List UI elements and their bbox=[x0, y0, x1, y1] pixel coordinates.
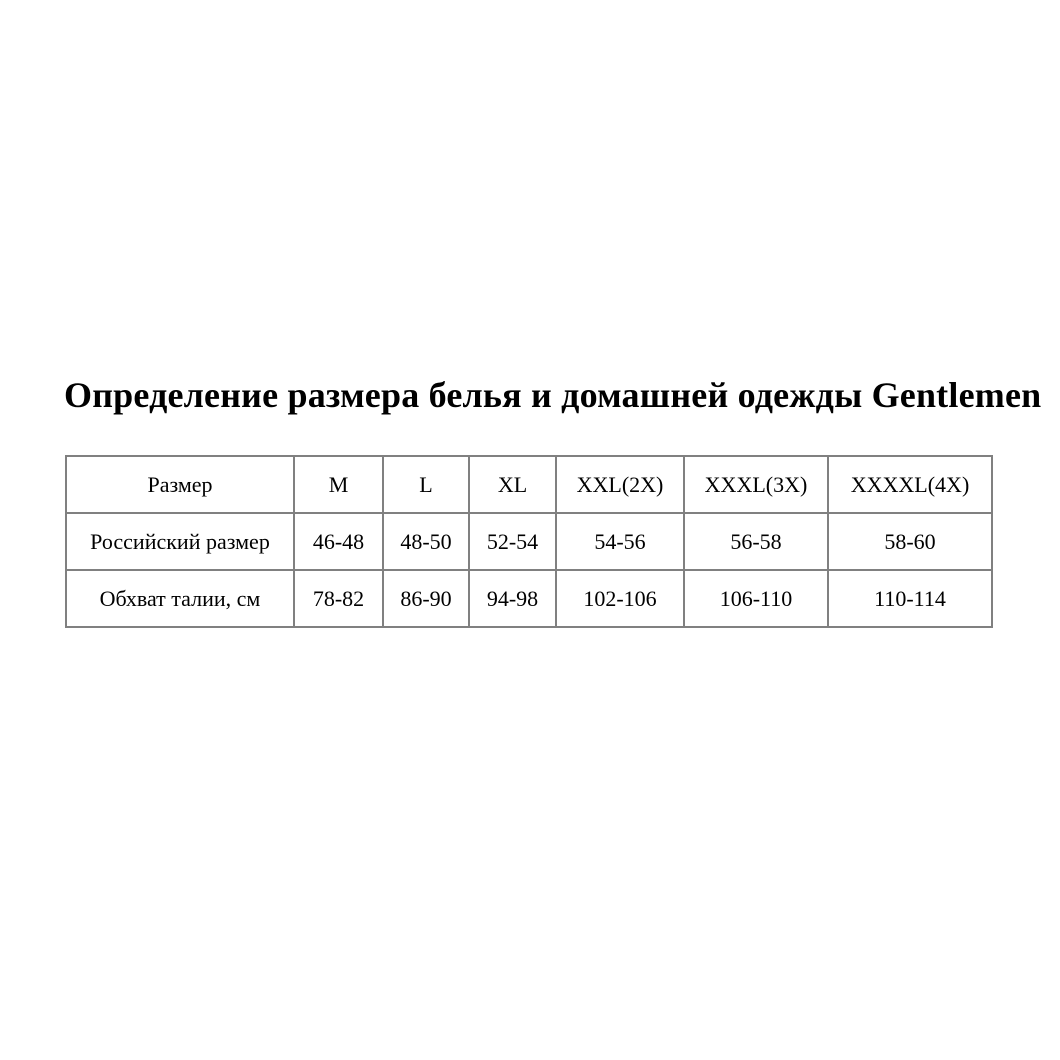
value-cell: 86-90 bbox=[383, 570, 469, 627]
value-cell: 94-98 bbox=[469, 570, 556, 627]
header-cell-size: Размер bbox=[66, 456, 294, 513]
header-cell-xxxxl: XXXXL(4X) bbox=[828, 456, 992, 513]
value-cell: 78-82 bbox=[294, 570, 383, 627]
page-title: Определение размера белья и домашней одежды Gentlemen bbox=[64, 375, 1042, 415]
table-row-waist bbox=[66, 570, 992, 627]
value-cell: 56-58 bbox=[684, 513, 828, 570]
header-cell-xxl: XXL(2X) bbox=[556, 456, 684, 513]
value-cell: 52-54 bbox=[469, 513, 556, 570]
header-cell-xxxl: XXXL(3X) bbox=[684, 456, 828, 513]
size-table bbox=[65, 455, 993, 628]
value-cell: 58-60 bbox=[828, 513, 992, 570]
table-row-russian-size bbox=[66, 513, 992, 570]
value-cell: 46-48 bbox=[294, 513, 383, 570]
value-cell: 54-56 bbox=[556, 513, 684, 570]
table-header-row bbox=[66, 456, 992, 513]
row-label-cell: Обхват талии, см bbox=[66, 570, 294, 627]
header-cell-l: L bbox=[383, 456, 469, 513]
header-cell-m: M bbox=[294, 456, 383, 513]
value-cell: 48-50 bbox=[383, 513, 469, 570]
value-cell: 102-106 bbox=[556, 570, 684, 627]
value-cell: 110-114 bbox=[828, 570, 992, 627]
value-cell: 106-110 bbox=[684, 570, 828, 627]
row-label-cell: Российский размер bbox=[66, 513, 294, 570]
header-cell-xl: XL bbox=[469, 456, 556, 513]
